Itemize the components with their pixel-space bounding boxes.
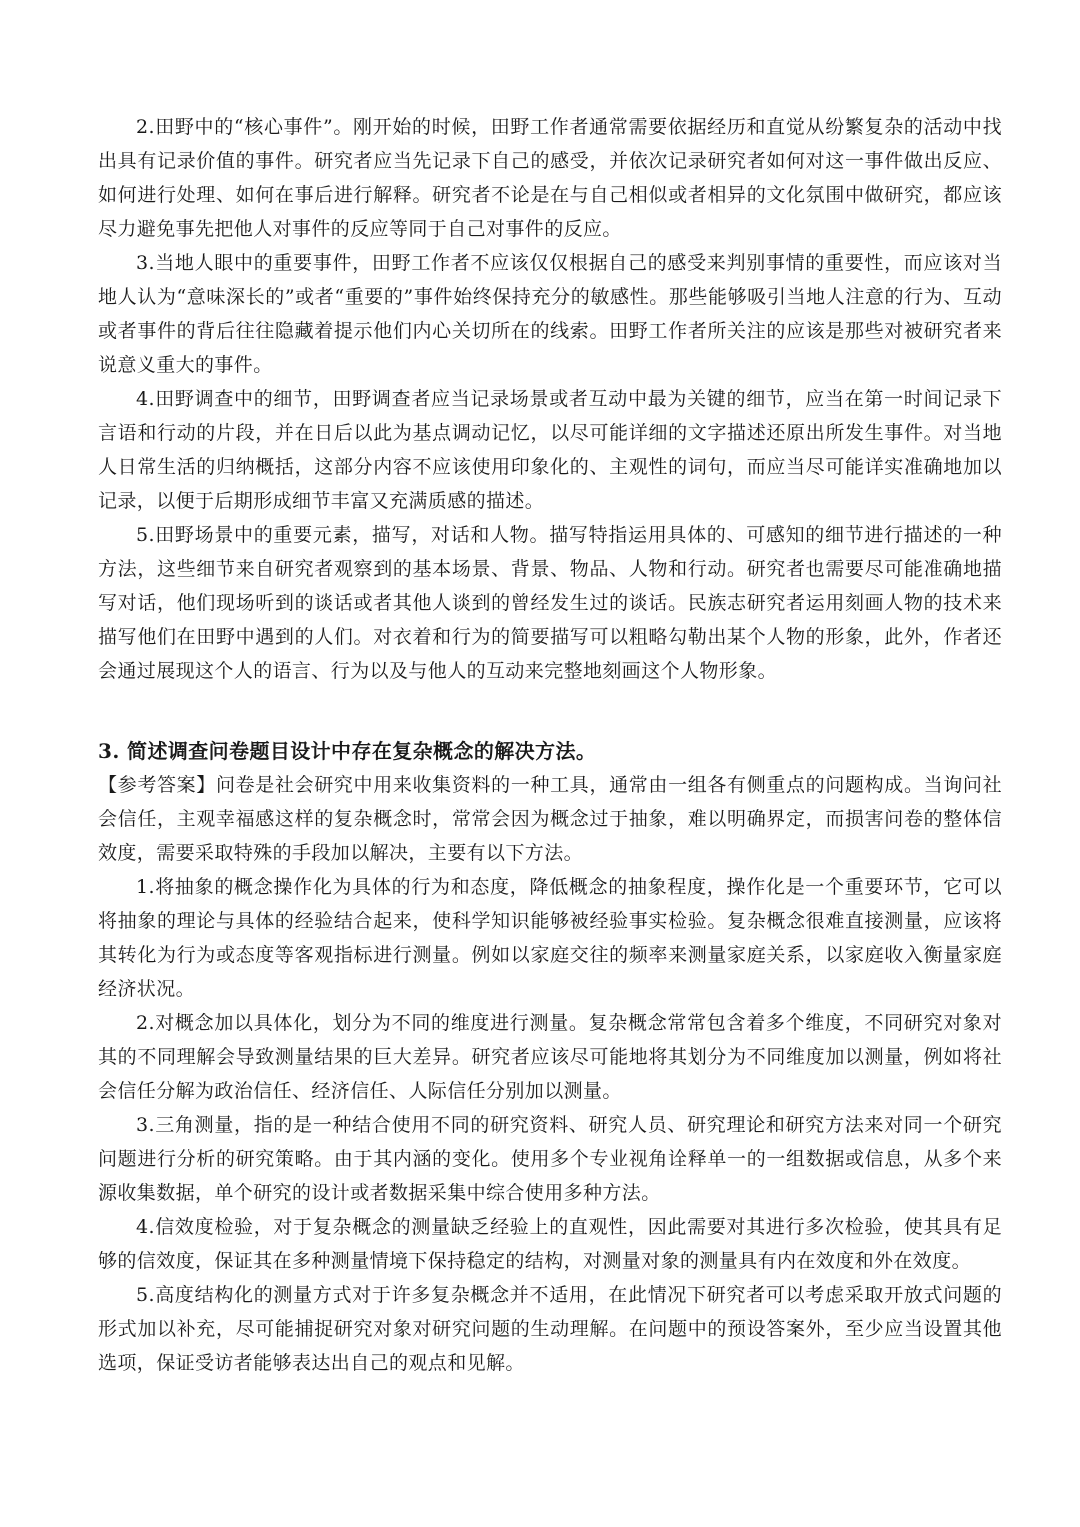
answer-point-dimensions: 2.对概念加以具体化，划分为不同的维度进行测量。复杂概念常常包含着多个维度，不同研究对象对其的不同理解会导致测量结果的巨大差异。研究者应该尽可能地将其划分为不同维度加以测量，例如将社会信任分解为政治信任、经济信任、人际信任分别加以测量。 xyxy=(98,1012,1002,1102)
section-spacer xyxy=(98,688,1002,734)
answer-point-triangulation: 3.三角测量，指的是一种结合使用不同的研究资料、研究人员、研究理论和研究方法来对同一个研究问题进行分析的研究策略。由于其内涵的变化。使用多个专业视角诠释单一的一组数据或信息，从多个来源收集数据，单个研究的设计或者数据采集中综合使用多种方法。 xyxy=(98,1114,1002,1204)
answer-point-open-questions: 5.高度结构化的测量方式对于许多复杂概念并不适用，在此情况下研究者可以考虑采取开放式问题的形式加以补充，尽可能捕捉研究对象对研究问题的生动理解。在问题中的预设答案外，至少应当设置其他选项，保证受访者能够表达出自己的观点和见解。 xyxy=(98,1284,1002,1374)
answer-intro-paragraph xyxy=(98,768,1002,870)
document-page xyxy=(98,110,1002,1380)
paragraph-details: 4.田野调查中的细节，田野调查者应当记录场景或者互动中最为关键的细节，应当在第一时间记录下言语和行动的片段，并在日后以此为基点调动记忆，以尽可能详细的文字描述还原出所发生事件。对当地人日常生活的归纳概括，这部分内容不应该使用印象化的、主观性的词句，而应当尽可能详实准确地加以记录，以便于后期形成细节丰富又充满质感的描述。 xyxy=(98,388,1002,512)
paragraph-core-events: 2.田野中的“核心事件”。刚开始的时候，田野工作者通常需要依据经历和直觉从纷繁复杂的活动中找出具有记录价值的事件。研究者应当先记录下自己的感受，并依次记录研究者如何对这一事件做出反应、如何进行处理、如何在事后进行解释。研究者不论是在与自己相似或者相异的文化氛围中做研究，都应该尽力避免事先把他人对事件的反应等同于自己对事件的反应。 xyxy=(98,116,1002,240)
answer-point-operationalization: 1.将抽象的概念操作化为具体的行为和态度，降低概念的抽象程度，操作化是一个重要环节，它可以将抽象的理论与具体的经验结合起来，使科学知识能够被经验事实检验。复杂概念很难直接测量，应该将其转化为行为或态度等客观指标进行测量。例如以家庭交往的频率来测量家庭关系，以家庭收入衡量家庭经济状况。 xyxy=(98,876,1002,1000)
question-3-heading: 3. 简述调查问卷题目设计中存在复杂概念的解决方法。 xyxy=(98,739,597,763)
paragraph-important-events: 3.当地人眼中的重要事件，田野工作者不应该仅仅根据自己的感受来判别事情的重要性，而应该对当地人认为“意味深长的”或者“重要的”事件始终保持充分的敏感性。那些能够吸引当地人注意的行为、互动或者事件的背后往往隐藏着提示他们内心关切所在的线索。田野工作者所关注的应该是那些对被研究者来说意义重大的事件。 xyxy=(98,252,1002,376)
answer-point-reliability-validity: 4.信效度检验，对于复杂概念的测量缺乏经验上的直观性，因此需要对其进行多次检验，使其具有足够的信效度，保证其在多种测量情境下保持稳定的结构，对测量对象的测量具有内在效度和外在效度。 xyxy=(98,1216,1002,1272)
reference-answer-tag: 【参考答案】 xyxy=(98,774,216,796)
answer-intro-text: 问卷是社会研究中用来收集资料的一种工具，通常由一组各有侧重点的问题构成。当询问社会信任，主观幸福感这样的复杂概念时，常常会因为概念过于抽象，难以明确界定，而损害问卷的整体信效度，需要采取特殊的手段加以解决，主要有以下方法。 xyxy=(98,774,1002,864)
paragraph-scene-elements: 5.田野场景中的重要元素，描写，对话和人物。描写特指运用具体的、可感知的细节进行描述的一种方法，这些细节来自研究者观察到的基本场景、背景、物品、人物和行动。研究者也需要尽可能准确地描写对话，他们现场听到的谈话或者其他人谈到的曾经发生过的谈话。民族志研究者运用刻画人物的技术来描写他们在田野中遇到的人们。对衣着和行为的简要描写可以粗略勾勒出某个人物的形象，此外，作者还会通过展现这个人的语言、行为以及与他人的互动来完整地刻画这个人物形象。 xyxy=(98,524,1002,682)
